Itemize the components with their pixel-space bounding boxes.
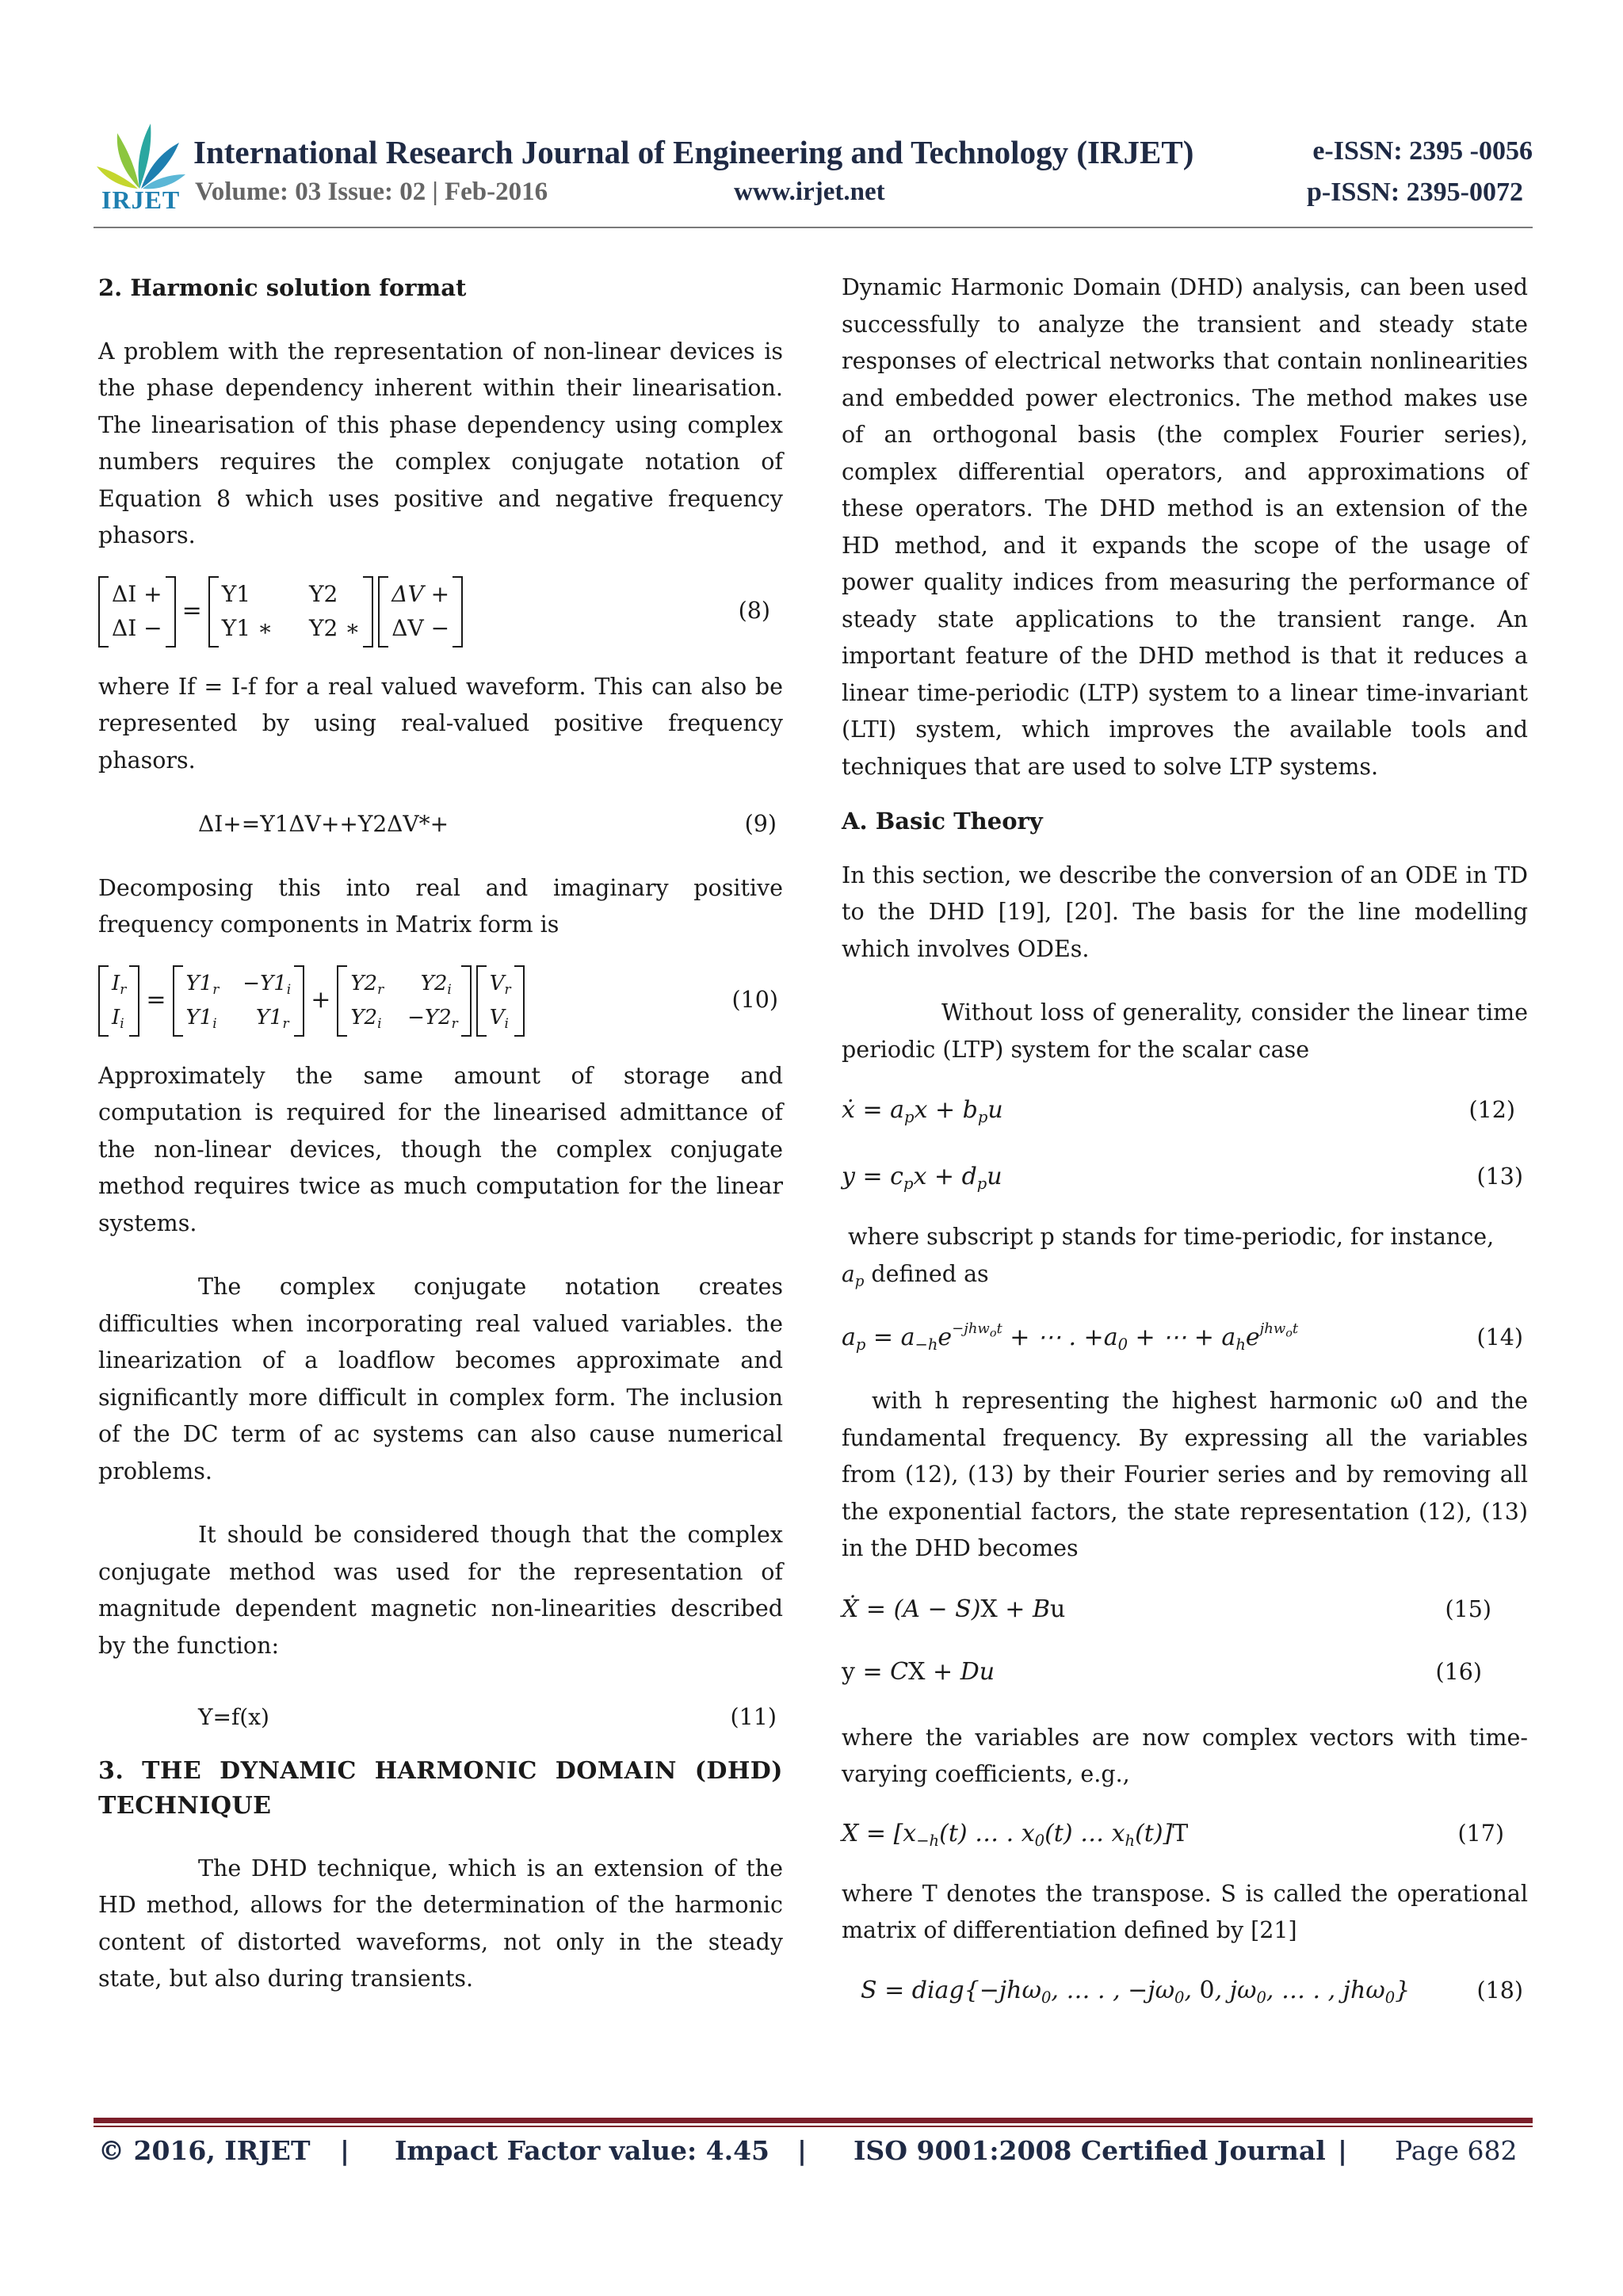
footer-separator: | bbox=[797, 2135, 808, 2166]
irjet-logo-icon bbox=[94, 117, 187, 212]
eq11-text: Y=f(x) bbox=[198, 1704, 269, 1730]
equation-number: (9) bbox=[744, 811, 777, 837]
left-column bbox=[98, 269, 783, 1998]
equation-number: (17) bbox=[1457, 1820, 1504, 1847]
footer-page-number: Page 682 bbox=[1395, 2135, 1518, 2166]
equation-number: (8) bbox=[738, 598, 770, 625]
equation-12 bbox=[842, 1086, 1528, 1135]
paragraph: It should be considered though that the complex conjugate method was used for the representation of magnitude dependent magnetic non-linearities described by the function: bbox=[98, 1522, 783, 1659]
equation-8: ΔI + ΔI − = Y1 Y2 Y1 ∗ Y2 ∗ ΔV + ΔV − (8) bbox=[98, 572, 783, 651]
eq14-expression: $a_p = a_{-h}e^{-jhw_ot}$ + ⋯ . $+a_0$ + ⋯ + $a_he^{jhw_ot}$ bbox=[842, 1320, 1299, 1354]
equation-number: (13) bbox=[1476, 1163, 1523, 1190]
equation-13 bbox=[842, 1152, 1528, 1201]
equation-9 bbox=[98, 806, 783, 843]
eq16-expression: y = CX + Du bbox=[842, 1658, 995, 1687]
equation-16 bbox=[842, 1653, 1528, 1693]
eq8-rhs1: ΔV + bbox=[391, 580, 450, 607]
footer-iso: ISO 9001:2008 Certified Journal bbox=[854, 2135, 1326, 2166]
page-header bbox=[94, 117, 1533, 228]
paragraph: where If = I-f for a real valued waveform. This can also be represented by using real-valued positive frequency phasors. bbox=[98, 673, 783, 774]
right-column bbox=[842, 269, 1528, 2016]
paragraph: where subscript p stands for time-periodic, for instance, $a_p$ defined as bbox=[842, 1224, 1495, 1289]
equation-15 bbox=[842, 1585, 1528, 1636]
footer-divider bbox=[94, 2118, 1533, 2123]
header-divider bbox=[94, 227, 1533, 228]
eq8-m21: Y1 ∗ bbox=[221, 614, 273, 641]
section-heading-basic-theory: A. Basic Theory bbox=[842, 808, 1043, 835]
equation-number: (10) bbox=[731, 987, 778, 1014]
equation-number: (18) bbox=[1476, 1977, 1523, 2004]
equation-14 bbox=[842, 1310, 1528, 1366]
paragraph: Decomposing this into real and imaginary positive frequency components in Matrix form is bbox=[98, 874, 783, 938]
footer-impact-factor: Impact Factor value: 4.45 bbox=[395, 2135, 769, 2166]
equation-number: (12) bbox=[1468, 1096, 1515, 1123]
paragraph: A problem with the representation of non-linear devices is the phase dependency inherent within their linearisation. The linearisation of this phase dependency using complex numbers requires the complex conjugate notation of Equation 8 which uses positive and negative frequency phasors. bbox=[98, 338, 783, 548]
paragraph: Without loss of generality, consider the linear time periodic (LTP) system for the scalar case bbox=[842, 999, 1528, 1063]
volume-issue: Volume: 03 Issue: 02 | Feb-2016 bbox=[195, 178, 548, 206]
eq8-lhs1: ΔI + bbox=[112, 580, 162, 607]
page-footer bbox=[98, 2130, 1529, 2178]
paragraph: Dynamic Harmonic Domain (DHD) analysis, can been used successfully to analyze the transient and steady state responses of electrical networks that contain nonlinearities and embedded power electronics. The method makes use of an orthogonal basis (the complex Fourier series), complex differential operators, and approximations of these operators. The DHD method is an extension of the HD method, and it expands the scope of the usage of power quality indices from measuring the performance of steady state applications to the transient range. An important feature of the DHD method is that it reduces a linear time-periodic (LTP) system to a linear time-invariant (LTI) system, which improves the available tools and techniques that are used to solve LTP systems. bbox=[842, 274, 1528, 780]
section-heading-dhd: 3. THE DYNAMIC HARMONIC DOMAIN (DHD) TECHNIQUE bbox=[98, 1756, 783, 1820]
logo-text: IRJET bbox=[101, 185, 181, 214]
website-link[interactable]: www.irjet.net bbox=[734, 178, 885, 206]
p-issn: p-ISSN: 2395-0072 bbox=[1307, 178, 1523, 207]
paragraph-text: defined as bbox=[864, 1260, 989, 1287]
eq18-expression: S = diag{−jhω$_0$, … . , $-j\omega_0$, 0, $j\omega_0$, … . , jhω$_0$} bbox=[861, 1977, 1411, 2008]
eq8-m11: Y1 bbox=[221, 580, 251, 607]
paragraph: Approximately the same amount of storage and computation is required for the linearised admittance of the non-linear devices, though the complex conjugate method requires twice as much computation for the linear systems. bbox=[98, 1062, 783, 1236]
eq8-m12: Y2 bbox=[309, 580, 338, 607]
equation-18 bbox=[842, 1967, 1528, 2016]
eq8-m22: Y2 ∗ bbox=[309, 614, 361, 641]
journal-title: International Research Journal of Engineering and Technology (IRJET) bbox=[193, 134, 1194, 170]
e-issn: e-ISSN: 2395 -0056 bbox=[1312, 136, 1533, 166]
eq12-expression: ẋ = $a_px + b_pu$ bbox=[842, 1095, 1003, 1126]
equation-10: $I_r$ $I_i$ = $Y1_r$ $-Y1_i$ $Y1_i$ $Y1_r$ + $Y2_r$ $Y2_i$ $Y2_i$ $-Y2_r$ $V_r$ $V_i$ (10) bbox=[98, 961, 783, 1041]
paragraph: where the variables are now complex vectors with time-varying coefficients, e.g., bbox=[842, 1724, 1528, 1787]
equation-number: (11) bbox=[730, 1704, 777, 1730]
paragraph-text: where subscript p stands for time-periodic, for instance, bbox=[848, 1224, 1495, 1250]
footer-separator: | bbox=[1338, 2135, 1348, 2166]
footer-divider-thin bbox=[94, 2126, 1533, 2127]
equation-11 bbox=[98, 1699, 783, 1736]
eq8-rhs2: ΔV − bbox=[391, 614, 450, 641]
equation-number: (15) bbox=[1445, 1596, 1491, 1623]
paragraph: The complex conjugate notation creates difficulties when incorporating real valued variables. the linearization of a loadflow becomes approximate and significantly more difficult in complex form. The inclusion of the DC term of ac systems can also cause numerical problems. bbox=[98, 1274, 783, 1484]
equation-number: (14) bbox=[1476, 1324, 1523, 1350]
eq8-lhs2: ΔI − bbox=[112, 614, 162, 641]
eq13-expression: $y = c_px + d_pu$ bbox=[842, 1162, 1002, 1193]
section-heading-harmonic: 2. Harmonic solution format bbox=[98, 274, 467, 301]
footer-copyright: © 2016, IRJET bbox=[98, 2135, 311, 2166]
eq15-expression: Ẋ = (A − S)X + Bu bbox=[842, 1595, 1066, 1624]
footer-separator: | bbox=[340, 2135, 350, 2166]
paragraph: where T denotes the transpose. S is called the operational matrix of differentiation defined by [21] bbox=[842, 1880, 1528, 1943]
equation-number: (16) bbox=[1435, 1659, 1482, 1686]
paragraph: The DHD technique, which is an extension of the HD method, allows for the determination of the harmonic content of distorted waveforms, not only in the steady state, but also during transients. bbox=[98, 1855, 783, 1992]
eq17-expression: $X = [x_{-h}(t)$ … . $x_0(t)$ … $x_h(t)]T$ bbox=[842, 1820, 1189, 1851]
paragraph: In this section, we describe the conversion of an ODE in TD to the DHD [19], [20]. The basis for the line modelling which involves ODEs. bbox=[842, 861, 1528, 962]
eq9-text: ΔI+=Y1ΔV++Y2ΔV*+ bbox=[198, 811, 449, 837]
equation-17 bbox=[842, 1811, 1528, 1859]
paragraph: with h representing the highest harmonic ω0 and the fundamental frequency. By expressing all the variables from (12), (13) by their Fourier series and by removing all the exponential factors, the state representation (12), (13) in the DHD becomes bbox=[842, 1388, 1528, 1561]
